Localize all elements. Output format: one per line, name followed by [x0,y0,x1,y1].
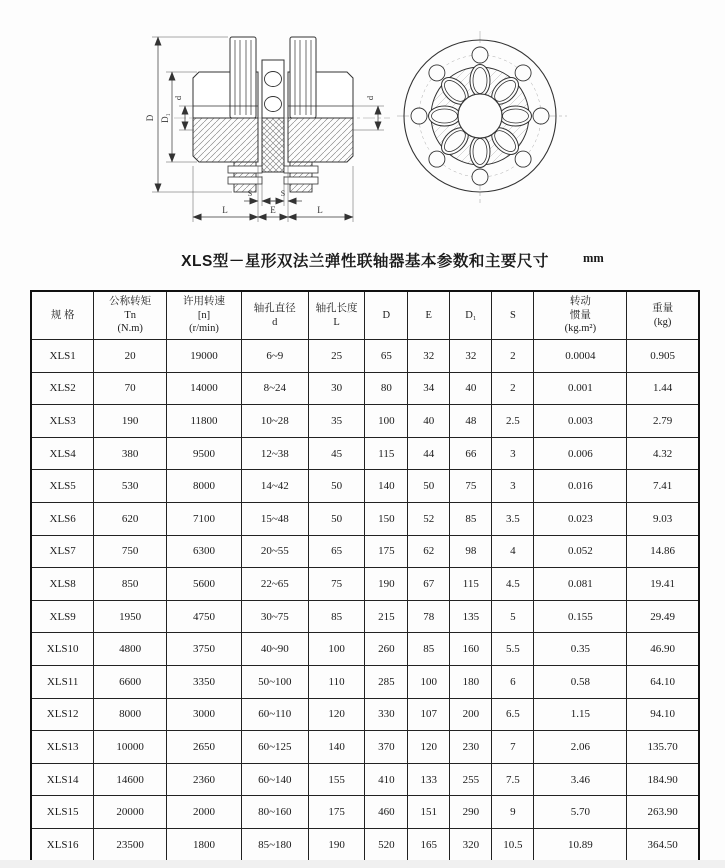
table-cell: 2.5 [492,405,534,438]
table-row [31,633,699,666]
table-cell: 115 [450,568,492,601]
table-cell: 85 [450,502,492,535]
table-cell: 2000 [167,796,242,829]
table-cell: 8000 [167,470,242,503]
table-cell: 10000 [94,731,167,764]
table-cell: 14000 [167,372,242,405]
table-cell: 184.90 [627,763,699,796]
table-cell: 6.5 [492,698,534,731]
table-cell: XLS13 [31,731,94,764]
table-cell: 160 [450,633,492,666]
table-cell: 115 [365,437,408,470]
table-cell: 620 [94,502,167,535]
table-cell: 100 [408,665,450,698]
table-cell: XLS16 [31,828,94,861]
table-cell: 62 [408,535,450,568]
svg-text:S: S [280,189,286,198]
table-cell: 0.58 [534,665,627,698]
column-header: 规 格 [31,291,94,340]
table-cell: 3000 [167,698,242,731]
table-row [31,535,699,568]
svg-text:d: d [365,95,375,101]
table-cell: 14.86 [627,535,699,568]
table-cell: 140 [365,470,408,503]
table-cell: XLS1 [31,340,94,373]
table-cell: 65 [308,535,365,568]
table-cell: 40 [450,372,492,405]
table-cell: 23500 [94,828,167,861]
table-cell: 67 [408,568,450,601]
table-row [31,665,699,698]
table-cell: 35 [308,405,365,438]
table-cell: 7.41 [627,470,699,503]
table-cell: 10~28 [241,405,308,438]
table-cell: 20~55 [241,535,308,568]
table-cell: 120 [308,698,365,731]
table-cell: XLS10 [31,633,94,666]
table-cell: 460 [365,796,408,829]
table-cell: 260 [365,633,408,666]
table-cell: 0.006 [534,437,627,470]
table-cell: 6~9 [241,340,308,373]
table-cell: 0.155 [534,600,627,633]
table-cell: 30 [308,372,365,405]
table-cell: 410 [365,763,408,796]
table-cell: 75 [308,568,365,601]
column-header: E [408,291,450,340]
table-cell: 10.5 [492,828,534,861]
table-row [31,405,699,438]
table-cell: 29.49 [627,600,699,633]
table-cell: 32 [450,340,492,373]
table-cell: 15~48 [241,502,308,535]
table-cell: 60~140 [241,763,308,796]
table-cell: 0.0004 [534,340,627,373]
dim-flange-diameter [160,72,197,162]
table-cell: 40 [408,405,450,438]
svg-text:S: S [247,189,253,198]
table-row [31,470,699,503]
table-cell: 190 [308,828,365,861]
table-cell: 0.001 [534,372,627,405]
table-cell: 100 [308,633,365,666]
table-cell: 6600 [94,665,167,698]
table-cell: 60~110 [241,698,308,731]
table-cell: 64.10 [627,665,699,698]
table-cell: 20000 [94,796,167,829]
table-cell: 50 [408,470,450,503]
table-cell: 190 [365,568,408,601]
spec-table-container [30,290,700,863]
table-row [31,372,699,405]
table-cell: 9.03 [627,502,699,535]
table-cell: 1950 [94,600,167,633]
table-cell: 4750 [167,600,242,633]
table-cell: 135 [450,600,492,633]
table-cell: 0.905 [627,340,699,373]
table-cell: 14600 [94,763,167,796]
table-cell: 1800 [167,828,242,861]
column-header: D₁ [450,291,492,340]
column-header: S [492,291,534,340]
table-cell: 19.41 [627,568,699,601]
table-row [31,502,699,535]
table-cell: 50 [308,502,365,535]
svg-text:L: L [222,205,228,215]
table-row [31,568,699,601]
table-cell: 9500 [167,437,242,470]
table-cell: 7 [492,731,534,764]
table-cell: 98 [450,535,492,568]
table-cell: XLS15 [31,796,94,829]
table-cell: 19000 [167,340,242,373]
table-cell: 285 [365,665,408,698]
table-cell: 66 [450,437,492,470]
table-cell: 4800 [94,633,167,666]
table-cell: XLS8 [31,568,94,601]
table-cell: 4.32 [627,437,699,470]
table-cell: 50~100 [241,665,308,698]
table-cell: 175 [308,796,365,829]
table-row [31,340,699,373]
table-cell: 230 [450,731,492,764]
column-header: 许用转速 [n] (r/min) [167,291,242,340]
spider-element [262,60,284,172]
table-cell: XLS4 [31,437,94,470]
table-cell: XLS3 [31,405,94,438]
table-cell: XLS2 [31,372,94,405]
table-cell: 22~65 [241,568,308,601]
table-cell: 32 [408,340,450,373]
table-cell: 110 [308,665,365,698]
table-cell: 80~160 [241,796,308,829]
table-cell: 5.5 [492,633,534,666]
table-cell: 2650 [167,731,242,764]
table-cell: XLS12 [31,698,94,731]
table-row [31,437,699,470]
table-cell: 151 [408,796,450,829]
svg-text:d: d [173,95,183,101]
table-cell: 175 [365,535,408,568]
table-cell: 530 [94,470,167,503]
table-cell: XLS5 [31,470,94,503]
table-cell: 30~75 [241,600,308,633]
table-header-row [31,291,699,340]
table-cell: 2 [492,340,534,373]
table-cell: 45 [308,437,365,470]
table-cell: 1.44 [627,372,699,405]
table-row [31,828,699,861]
table-cell: 50 [308,470,365,503]
table-cell: XLS11 [31,665,94,698]
table-cell: 75 [450,470,492,503]
table-cell: 120 [408,731,450,764]
table-cell: 65 [365,340,408,373]
table-cell: 11800 [167,405,242,438]
table-body [31,340,699,862]
dim-bore-right [353,95,384,130]
table-cell: 5.70 [534,796,627,829]
table-cell: 380 [94,437,167,470]
table-cell: 0.016 [534,470,627,503]
table-cell: 520 [365,828,408,861]
table-cell: 1.15 [534,698,627,731]
column-header: D [365,291,408,340]
table-cell: 6 [492,665,534,698]
column-header: 公称转矩 Tn (N.m) [94,291,167,340]
right-hub [284,37,353,192]
table-cell: 100 [365,405,408,438]
title-row [0,249,725,273]
table-row [31,698,699,731]
unit-label: mm [583,251,604,265]
table-cell: 0.052 [534,535,627,568]
table-cell: 85 [308,600,365,633]
table-cell: 4.5 [492,568,534,601]
table-cell: 70 [94,372,167,405]
table-cell: 5 [492,600,534,633]
table-cell: 25 [308,340,365,373]
coupling-section-drawing [138,14,393,242]
table-cell: 3 [492,437,534,470]
table-cell: 0.003 [534,405,627,438]
column-header: 转动 惯量 (kg.m²) [534,291,627,340]
spec-table [30,290,700,863]
table-cell: 3350 [167,665,242,698]
table-cell: 330 [365,698,408,731]
table-cell: 3.5 [492,502,534,535]
table-cell: 7.5 [492,763,534,796]
table-cell: 180 [450,665,492,698]
table-cell: XLS7 [31,535,94,568]
table-cell: 320 [450,828,492,861]
table-cell: 46.90 [627,633,699,666]
table-cell: 8~24 [241,372,308,405]
page-footer-strip [0,860,725,868]
table-cell: 263.90 [627,796,699,829]
table-cell: 0.081 [534,568,627,601]
table-cell: 52 [408,502,450,535]
table-cell: 4 [492,535,534,568]
table-cell: 3.46 [534,763,627,796]
table-cell: 850 [94,568,167,601]
table-cell: 12~38 [241,437,308,470]
table-cell: 80 [365,372,408,405]
table-cell: 20 [94,340,167,373]
table-cell: 10.89 [534,828,627,861]
table-cell: 85 [408,633,450,666]
table-row [31,796,699,829]
coupling-front-drawing [394,29,570,205]
table-cell: 135.70 [627,731,699,764]
table-cell: 133 [408,763,450,796]
table-cell: 0.35 [534,633,627,666]
table-row [31,600,699,633]
table-cell: XLS14 [31,763,94,796]
table-cell: 2360 [167,763,242,796]
table-cell: 8000 [94,698,167,731]
table-cell: 3 [492,470,534,503]
table-cell: 44 [408,437,450,470]
table-cell: 750 [94,535,167,568]
table-row [31,763,699,796]
table-cell: 140 [308,731,365,764]
table-cell: 165 [408,828,450,861]
svg-text:E: E [270,205,276,215]
table-row [31,731,699,764]
table-cell: 78 [408,600,450,633]
left-hub [193,37,262,192]
table-cell: 150 [365,502,408,535]
dim-bore-left [173,95,194,130]
table-cell: 200 [450,698,492,731]
column-header: 轴孔直径 d [241,291,308,340]
table-cell: 3750 [167,633,242,666]
table-cell: 48 [450,405,492,438]
svg-text:D₁: D₁ [160,113,170,123]
table-cell: 6300 [167,535,242,568]
table-cell: 94.10 [627,698,699,731]
table-cell: 215 [365,600,408,633]
column-header: 重量 (kg) [627,291,699,340]
table-cell: 2 [492,372,534,405]
dim-lengths [193,166,353,222]
table-cell: XLS9 [31,600,94,633]
table-cell: 7100 [167,502,242,535]
table-cell: 107 [408,698,450,731]
table-cell: 190 [94,405,167,438]
page-title: XLS型－星形双法兰弹性联轴器基本参数和主要尺寸 [181,253,549,270]
svg-text:L: L [317,205,323,215]
table-cell: 9 [492,796,534,829]
table-cell: 155 [308,763,365,796]
table-cell: 40~90 [241,633,308,666]
table-cell: 364.50 [627,828,699,861]
table-cell: 0.023 [534,502,627,535]
table-cell: 14~42 [241,470,308,503]
table-cell: XLS6 [31,502,94,535]
table-cell: 34 [408,372,450,405]
svg-text:D: D [145,114,155,122]
bore-circle [458,94,502,138]
table-cell: 2.79 [627,405,699,438]
table-cell: 5600 [167,568,242,601]
table-cell: 85~180 [241,828,308,861]
table-cell: 370 [365,731,408,764]
table-cell: 290 [450,796,492,829]
table-cell: 255 [450,763,492,796]
column-header: 轴孔长度 L [308,291,365,340]
table-cell: 2.06 [534,731,627,764]
table-cell: 60~125 [241,731,308,764]
